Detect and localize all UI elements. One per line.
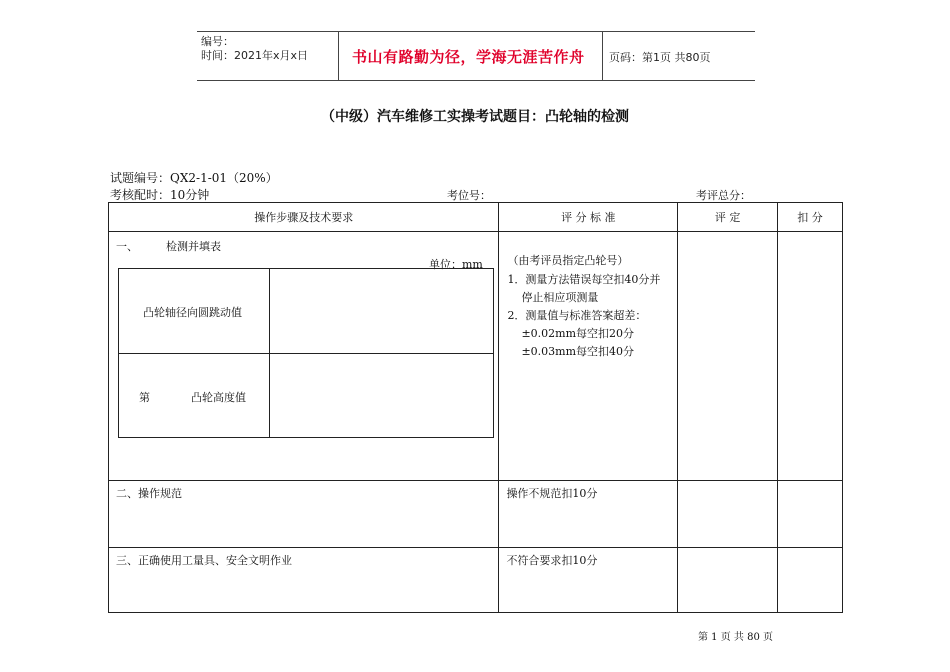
header-bottom-rule: [197, 80, 755, 81]
time-allocation: 考核配时：10分钟: [110, 188, 210, 202]
header-criteria: 评 分 标 准: [499, 203, 678, 232]
table-row: [109, 548, 843, 613]
code-label: 编号：: [201, 35, 234, 48]
page-info: 页码：第1页 共80页: [609, 51, 711, 64]
evaluation-cell-1[interactable]: [678, 232, 778, 481]
header-divider-left: [338, 31, 339, 80]
header-divider-right: [602, 31, 603, 80]
step-1-title: 一、 检测并填表: [116, 240, 221, 253]
header-deduction: 扣 分: [778, 203, 843, 232]
deduction-cell-3[interactable]: [778, 548, 843, 613]
total-score-label: 考评总分：: [696, 189, 751, 202]
evaluation-cell-3[interactable]: [678, 548, 778, 613]
criteria-cell-1: [499, 232, 678, 481]
step-cell-1: [109, 232, 499, 481]
runout-value-field[interactable]: [271, 271, 489, 351]
unit-label: 单位：mm: [429, 258, 483, 271]
page-footer: 第 1 页 共 80 页: [698, 632, 773, 643]
deduction-cell-2[interactable]: [778, 481, 843, 548]
assessment-table: [108, 202, 843, 613]
runout-label: 凸轮轴径向圆跳动值: [143, 306, 242, 319]
document-title: （中级）汽车维修工实操考试题目：凸轮轴的检测: [321, 109, 629, 125]
evaluation-cell-2[interactable]: [678, 481, 778, 548]
criteria-line: ±0.03mm每空扣40分: [521, 345, 635, 358]
step-cell-3: 三、正确使用工量具、安全文明作业: [109, 548, 499, 613]
cam-height-value-field[interactable]: [271, 355, 489, 435]
table-header-row: [109, 203, 843, 232]
criteria-cell-2: 操作不规范扣10分: [499, 481, 678, 548]
criteria-line: ±0.02mm每空扣20分: [521, 327, 635, 340]
header-steps: 操作步骤及技术要求: [109, 203, 499, 232]
criteria-line: 1．测量方法错误每空扣40分并: [507, 273, 661, 286]
measurement-row-divider: [119, 353, 493, 354]
motto-text: 书山有路勤为径，学海无涯苦作舟: [352, 48, 585, 66]
criteria-line: 2．测量值与标准答案超差：: [507, 309, 647, 322]
exam-code: 试题编号：QX2-1-01（20%）: [110, 171, 278, 185]
measurement-table: [118, 268, 494, 438]
header-evaluation: 评 定: [678, 203, 778, 232]
criteria-line: （由考评员指定凸轮号）: [507, 254, 629, 267]
time-label: 时间：2021年x月x日: [201, 49, 309, 62]
criteria-line: 停止相应项测量: [521, 291, 599, 304]
step-cell-2: 二、操作规范: [109, 481, 499, 548]
cam-height-label: 凸轮高度值: [191, 391, 246, 404]
table-row: [109, 232, 843, 481]
header-top-rule: [197, 31, 755, 32]
deduction-cell-1[interactable]: [778, 232, 843, 481]
seat-number-label: 考位号：: [447, 189, 491, 202]
table-row: [109, 481, 843, 548]
cam-number-prefix: 第: [139, 391, 150, 404]
criteria-cell-3: 不符合要求扣10分: [499, 548, 678, 613]
